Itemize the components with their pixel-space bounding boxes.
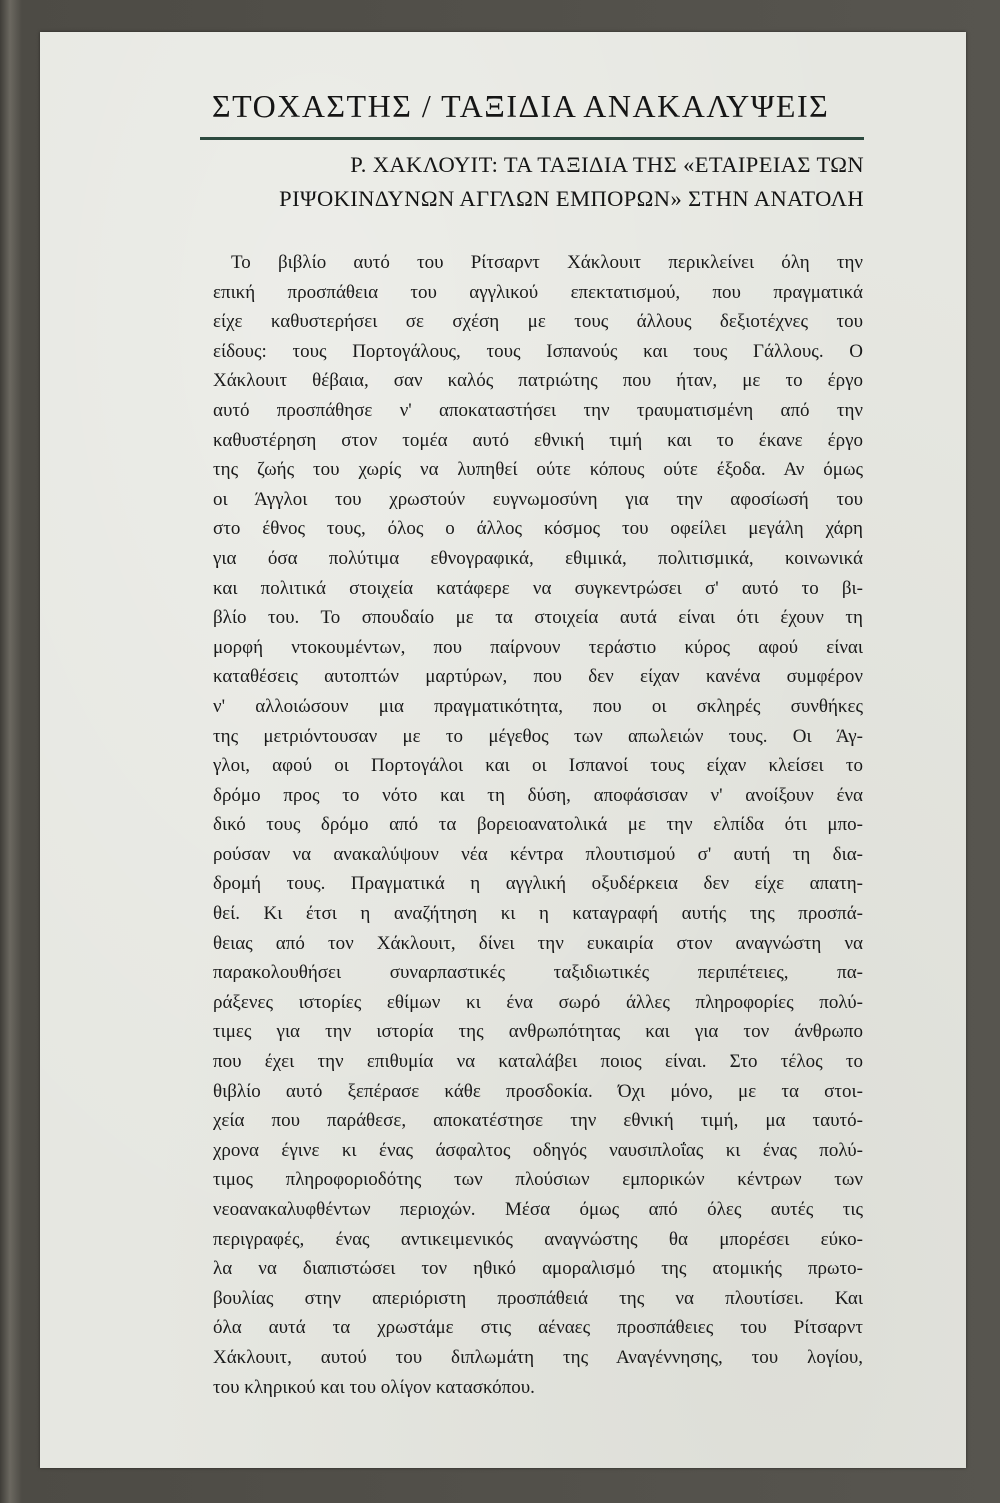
blurb-line: περιγραφές, ένας αντικειμενικός αναγνώστης θα μπορέσει εύκο- bbox=[213, 1228, 863, 1250]
blurb-line: δρομή τους. Πραγματικά η αγγλική οξυδέρκεια δεν είχε απατη- bbox=[213, 873, 863, 895]
blurb-text bbox=[213, 248, 863, 1402]
blurb-line: γλοι, αφού οι Πορτογάλοι και οι Ισπανοί τους είχαν κλείσει το bbox=[213, 755, 863, 777]
blurb-line: όλα αυτά τα χρωστάμε στις αέναες προσπάθειες του Ρίτσαρντ bbox=[213, 1317, 863, 1339]
book-title-line: Ρ. ΧΑΚΛΟΥΙΤ: ΤΑ ΤΑΞΙΔΙΑ ΤΗΣ «ΕΤΑΙΡΕΙΑΣ ΤΩΝ bbox=[350, 152, 864, 177]
blurb-line: ράξενες ιστορίες εθίμων κι ένα σωρό άλλες πληροφορίες πολύ- bbox=[213, 991, 863, 1013]
blurb-line: βουλίας στην απεριόριστη προσπάθειά της να πλουτίσει. Και bbox=[213, 1287, 863, 1309]
blurb-line: της ζωής του χωρίς να λυπηθεί ούτε κόπους ούτε έξοδα. Αν όμως bbox=[213, 459, 863, 481]
blurb-line: αυτό προσπάθησε ν' αποκαταστήσει την τραυματισμένη από την bbox=[213, 399, 863, 421]
blurb-line: λα να διαπιστώσει τον ηθικό αμοραλισμό της ατομικής πρωτο- bbox=[213, 1258, 863, 1280]
blurb-line: χεία που παράθεσε, αποκατέστησε την εθνική τιμή, μα ταυτό- bbox=[213, 1110, 863, 1132]
blurb-line: παρακολουθήσει συναρπαστικές ταξιδιωτικές περιπέτειες, πα- bbox=[213, 962, 863, 984]
blurb-line: θειας από τον Χάκλουιτ, δίνει την ευκαιρία στον αναγνώστη να bbox=[213, 932, 863, 954]
blurb-line: τιμος πληροφοριοδότης των πλούσιων εμπορικών κέντρων των bbox=[213, 1169, 863, 1191]
blurb-line: νεοανακαλυφθέντων περιοχών. Μέσα όμως από όλες αυτές τις bbox=[213, 1199, 863, 1220]
blurb-line: είχε καθυστερήσει σε σχέση με τους άλλους δεξιοτέχνες του bbox=[213, 311, 863, 333]
blurb-line: μορφή ντοκουμέντων, που παίρνουν τεράστιο κύρος αφού είναι bbox=[213, 636, 863, 658]
blurb-line: δικό τους δρόμο από τα βορειοανατολικά με την ελπίδα ότι μπο- bbox=[213, 814, 863, 836]
series-title: ΣΤΟΧΑΣΤΗΣ / ΤΑΞΙΔΙΑ ΑΝΑΚΑΛΥΨΕΙΣ bbox=[212, 88, 830, 124]
blurb-line: ρούσαν να ανακαλύψουν νέα κέντρα πλουτισμού σ' αυτή τη δια- bbox=[213, 843, 863, 865]
blurb-line: Το βιβλίο αυτό του Ρίτσαρντ Χάκλουιτ περικλείνει όλη την bbox=[231, 252, 863, 273]
blurb-line: ν' αλλοιώσουν μια πραγματικότητα, που οι σκληρές συνθήκες bbox=[213, 695, 863, 717]
blurb-line: Χάκλουιτ θέβαια, σαν καλός πατριώτης που ήταν, με το έργο bbox=[213, 370, 863, 392]
title-divider bbox=[200, 137, 864, 140]
book-title bbox=[200, 148, 864, 216]
blurb-line: της μετριόντουσαν με το μέγεθος των απωλειών τους. Οι Άγ- bbox=[213, 725, 863, 747]
blurb-line: οι Άγγλοι του χρωστούν ευγνωμοσύνη για την αφοσίωσή του bbox=[213, 488, 863, 510]
blurb-line: στο έθνος τους, όλος ο άλλος κόσμος του οφείλει μεγάλη χάρη bbox=[213, 518, 863, 540]
blurb-line: χρονα έγινε κι ένας άσφαλτος οδηγός ναυσιπλοΐας κι ένας πολύ- bbox=[213, 1139, 863, 1161]
blurb-line: και πολιτικά στοιχεία κατάφερε να συγκεντρώσει σ' αυτό το βι- bbox=[213, 577, 863, 599]
blurb-line: καταθέσεις αυτοπτών μαρτύρων, που δεν είχαν κανένα συμφέρον bbox=[213, 666, 863, 688]
blurb-line: επική προσπάθεια του αγγλικού επεκτατισμού, που πραγματικά bbox=[213, 281, 863, 303]
blurb-line: για όσα πολύτιμα εθνογραφικά, εθιμικά, πολιτισμικά, κοινωνικά bbox=[213, 547, 863, 569]
blurb-line: θεί. Κι έτσι η αναζήτηση κι η καταγραφή αυτής της προσπά- bbox=[213, 903, 863, 925]
blurb-line: που έχει την επιθυμία να καταλάβει ποιος είναι. Στο τέλος το bbox=[213, 1051, 863, 1073]
blurb-line: καθυστέρηση στον τομέα αυτό εθνική τιμή και το έκανε έργο bbox=[213, 429, 863, 451]
blurb-line: είδους: τους Πορτογάλους, τους Ισπανούς και τους Γάλλους. Ο bbox=[213, 340, 863, 362]
blurb-line: του κληρικού και του ολίγον κατασκόπου. bbox=[213, 1376, 535, 1398]
blurb-line: τιμες για την ιστορία της ανθρωπότητας και για τον άνθρωπο bbox=[213, 1021, 863, 1043]
blurb-line: Χάκλουιτ, αυτού του διπλωμάτη της Αναγέννησης, του λογίου, bbox=[213, 1346, 863, 1368]
blurb-line: θιβλίο αυτό ξεπέρασε κάθε προσδοκία. Όχι μόνο, με τα στοι- bbox=[213, 1080, 863, 1102]
blurb-line: βλίο του. Το σπουδαίο με τα στοιχεία αυτά είναι ότι έχουν τη bbox=[213, 607, 863, 629]
blurb-line: δρόμο προς το νότο και τη δύση, αποφάσισαν ν' ανοίξουν ένα bbox=[213, 784, 863, 806]
book-title-line: ΡΙΨΟΚΙΝΔΥΝΩΝ ΑΓΓΛΩΝ ΕΜΠΟΡΩΝ» ΣΤΗΝ ΑΝΑΤΟΛΗ bbox=[279, 186, 864, 211]
